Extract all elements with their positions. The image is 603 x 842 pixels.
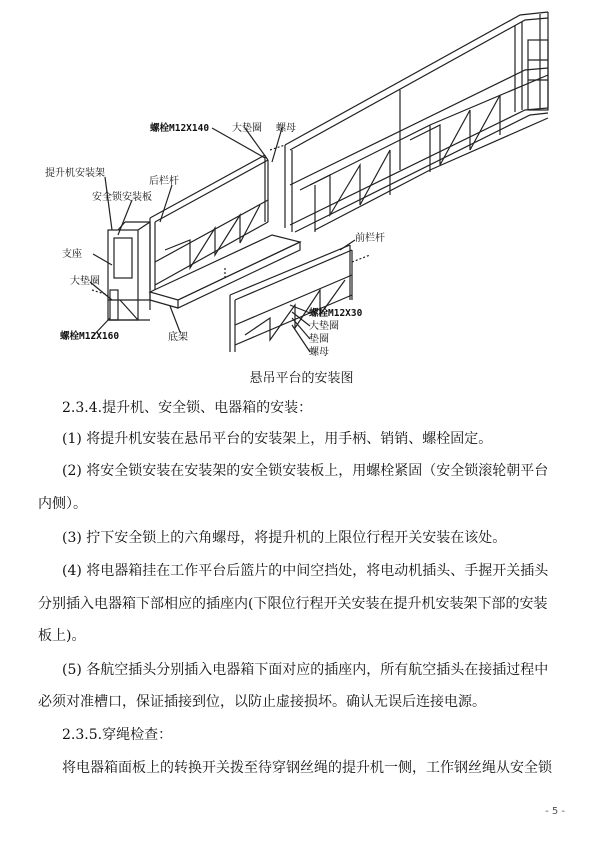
heading-2-3-4: 2.3.4.提升机、安全锁、电器箱的安装：	[62, 400, 313, 416]
paragraph-3: (3) 拧下安全锁上的六角螺母，将提升机的上限位行程开关安装在该处。	[62, 530, 507, 546]
label-hoist-mount: 提升机安装架	[45, 168, 105, 179]
paragraph-2-line-2: 内侧）。	[38, 496, 87, 512]
label-washer-right: 垫圈	[309, 334, 329, 345]
label-big-washer-top: 大垫圈	[232, 123, 262, 134]
label-big-washer-left: 大垫圈	[70, 276, 100, 287]
platform-installation-figure	[0, 0, 603, 375]
paragraph-1: (1) 将提升机安装在悬吊平台的安装架上，用手柄、销销、螺栓固定。	[62, 431, 493, 447]
paragraph-5-line-2: 必须对准槽口，保证插接到位，以防止虚接损坏。确认无误后连接电源。	[38, 694, 486, 710]
label-bolt-m12x140: 螺栓M12X140	[150, 123, 210, 134]
figure-caption: 悬吊平台的安装图	[249, 371, 354, 386]
paragraph-4-line-1: (4) 将电器箱挂在工作平台后篮片的中间空挡处，将电动机插头、手握开关插头	[62, 563, 549, 579]
front-rail-drawing	[230, 245, 352, 352]
heading-2-3-5: 2.3.5.穿绳检查：	[62, 727, 173, 743]
label-nut-right: 螺母	[309, 347, 329, 358]
hoist-mount-drawing	[108, 222, 150, 320]
page-number: - 5 -	[545, 806, 565, 817]
paragraph-2-line-1: (2) 将安全锁安装在安装架的安全锁安装板上，用螺栓紧固（安全锁滚轮朝平台	[62, 463, 549, 479]
installation-drawing	[0, 0, 603, 375]
label-rear-rail: 后栏杆	[149, 176, 179, 187]
label-front-rail: 前栏杆	[355, 233, 385, 244]
paragraph-5-line-1: (5) 各航空插头分别插入电器箱下面对应的插座内，所有航空插头在接插过程中	[62, 662, 549, 678]
label-big-washer-right: 大垫圈	[309, 321, 339, 332]
label-base-frame: 底架	[168, 332, 188, 343]
label-nut-top: 螺母	[276, 123, 296, 134]
label-bolt-m12x30: 螺栓M12X30	[309, 308, 363, 319]
paragraph-4-line-2: 分别插入电器箱下部相应的插座内(下限位行程开关安装在提升机安装架下部的安装	[38, 596, 548, 612]
label-support: 支座	[62, 249, 82, 260]
label-lock-plate: 安全锁安装板	[92, 192, 152, 203]
paragraph-4-line-3: 板上)。	[38, 628, 86, 644]
paragraph-6: 将电器箱面板上的转换开关拨至待穿钢丝绳的提升机一侧，工作钢丝绳从安全锁	[62, 760, 552, 776]
assembled-platform-drawing	[285, 12, 548, 232]
label-bolt-m12x160: 螺栓M12X160	[60, 331, 120, 342]
